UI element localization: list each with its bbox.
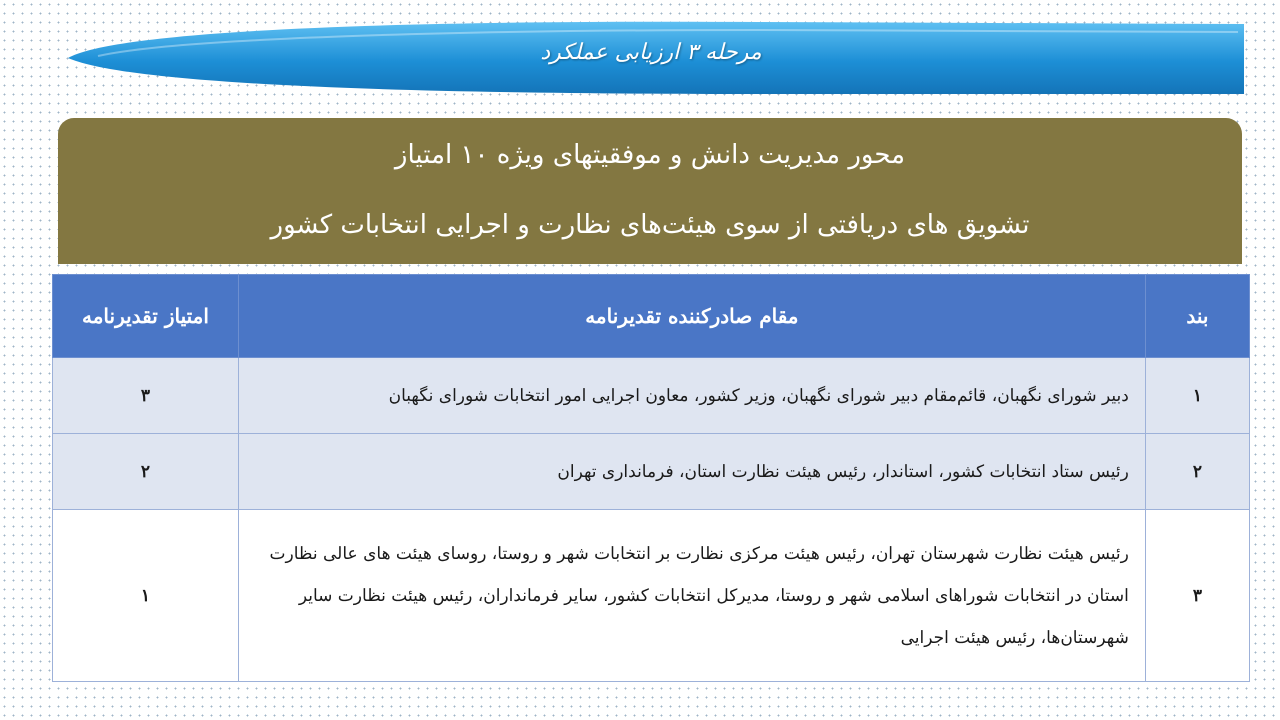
cell-score: ۱: [53, 510, 239, 682]
cell-band: ۲: [1145, 434, 1249, 510]
header-issuer: مقام صادرکننده تقدیرنامه: [238, 275, 1145, 358]
cell-issuer: دبیر شورای نگهبان، قائم‌مقام دبیر شورای نگهبان، وزیر کشور، معاون اجرایی امور انتخابات شورای نگهبان: [238, 358, 1145, 434]
cell-score: ۳: [53, 358, 239, 434]
table-row: [53, 358, 1250, 434]
banner-title: مرحله ۳ ارزیابی عملکرد: [540, 39, 762, 65]
commendation-table: [52, 274, 1250, 682]
table-row: [53, 510, 1250, 682]
cell-issuer: رئیس هیئت نظارت شهرستان تهران، رئیس هیئت مرکزی نظارت بر انتخابات شهر و روستا، روسای هیئت های عالی نظارت استان در انتخابات شوراهای اسلامی شهر و روستا، مدیرکل انتخابات کشور، سایر فرمانداران، رئیس هیئت نظارت سایر شهرستان‌ها، رئیس هیئت اجرایی: [238, 510, 1145, 682]
cell-band: ۳: [1145, 510, 1249, 682]
cell-score: ۲: [53, 434, 239, 510]
table-row: [53, 434, 1250, 510]
header-band: بند: [1145, 275, 1249, 358]
cell-band: ۱: [1145, 358, 1249, 434]
cell-issuer: رئیس ستاد انتخابات کشور، استاندار، رئیس هیئت نظارت استان، فرمانداری تهران: [238, 434, 1145, 510]
topic-panel: [58, 118, 1242, 264]
header-score: امتیاز تقدیرنامه: [53, 275, 239, 358]
title-banner: [58, 8, 1244, 96]
table-header-row: [53, 275, 1250, 358]
panel-subheading: تشویق های دریافتی از سوی هیئت‌های نظارت و اجرایی انتخابات کشور: [270, 210, 1030, 240]
panel-heading: محور مدیریت دانش و موفقیتهای ویژه ۱۰ امتیاز: [394, 140, 906, 170]
